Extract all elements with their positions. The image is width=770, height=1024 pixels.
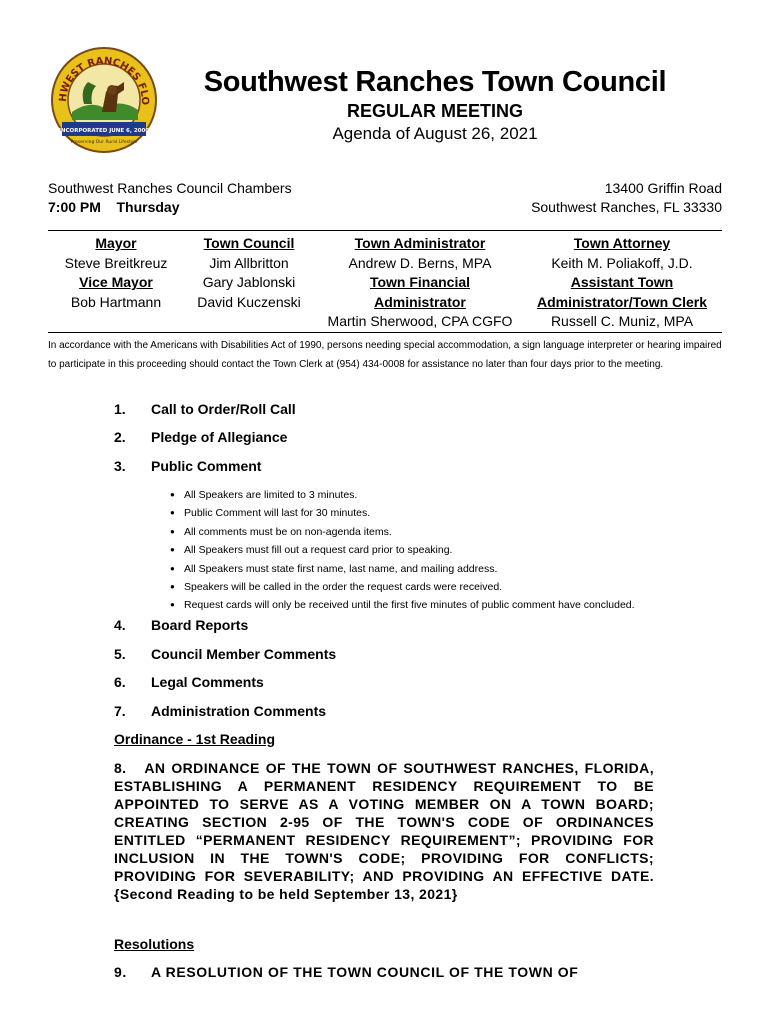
meeting-time: 7:00 PM	[48, 199, 101, 215]
council-member: David Kuczenski	[197, 293, 301, 310]
agenda-date: Agenda of August 26, 2021	[332, 124, 538, 143]
item-number: 1.	[114, 401, 126, 417]
financial-name: Martin Sherwood, CPA CGFO	[327, 313, 513, 329]
ada-notice: In accordance with the Americans with Disabilities Act of 1990, persons needing special accommodation, a sign language interpreter or hearing impaired to participate in this proceeding should contact the Town Clerk at (954) 434-0008 for assistance no later than four days prior to the meeting.	[48, 340, 722, 370]
attorney-column	[522, 234, 722, 332]
item-number: 7.	[114, 703, 126, 719]
vice-mayor-name: Bob Hartmann	[70, 293, 162, 310]
council-column	[184, 234, 314, 312]
agenda-item	[114, 458, 261, 474]
svg-text:SOUTHWEST RANCHES FLORIDA: HWEST RANCHES FLO	[57, 55, 151, 106]
resolution-item	[114, 964, 654, 980]
ordinance-heading: Ordinance - 1st Reading	[114, 731, 276, 747]
list-item: ● All comments must be on non-agenda items.	[170, 523, 635, 541]
council-title: Town Council	[203, 235, 295, 251]
divider-bottom	[48, 332, 722, 333]
attorney-name: Keith M. Poliakoff, J.D.	[551, 254, 693, 271]
administrator-column	[318, 234, 522, 332]
item-label: Administration Comments	[151, 703, 327, 719]
assistant-title-2: Administrator/Town Clerk	[536, 293, 708, 310]
assistant-title-1: Assistant Town	[570, 274, 674, 290]
council-member: Gary Jablonski	[202, 274, 296, 290]
item-label: Pledge of Allegiance	[151, 429, 288, 445]
venue: Southwest Ranches Council Chambers	[48, 180, 292, 196]
mayor-title: Mayor	[95, 235, 137, 251]
ordinance-text: AN ORDINANCE OF THE TOWN OF SOUTHWEST RANCHES, FLORIDA, ESTABLISHING A PERMANENT RESIDENCY REQUIREMENT TO BE APPOINTED TO SERVE AS A VOTING MEMBER ON A TOWN BOARD; CREATING SECTION 2-95 OF THE TOWN'S CODE OF ORDINANCES ENTITLED “PERMANENT RESIDENCY REQUIREMENT”; PROVIDING FOR INCLUSION IN THE TOWN'S CODE; PROVIDING FOR CONFLICTS; PROVIDING FOR SEVERABILITY; AND PROVIDING AN EFFECTIVE DATE. {Second Reading to be held September 13, 2021}	[114, 760, 654, 902]
meeting-location	[48, 179, 292, 217]
item-number: 8.	[114, 760, 127, 776]
mayor-name: Steve Breitkreuz	[64, 254, 168, 271]
list-item: ● Speakers will be called in the order the request cards were received.	[170, 578, 635, 596]
item-label: Legal Comments	[151, 674, 264, 690]
list-item: ● Public Comment will last for 30 minutes.	[170, 504, 635, 522]
agenda-item	[114, 401, 296, 417]
list-item: ● All Speakers are limited to 3 minutes.	[170, 486, 635, 504]
list-item: ● All Speakers must state first name, last name, and mailing address.	[170, 560, 635, 578]
item-label: Call to Order/Roll Call	[151, 401, 296, 417]
attorney-title: Town Attorney	[573, 235, 671, 251]
svg-text:Preserving Our Rural Lifestyle: Preserving Our Rural Lifestyle	[70, 140, 138, 145]
item-number: 5.	[114, 646, 126, 662]
address-line-2: Southwest Ranches, FL 33330	[531, 199, 722, 215]
list-item: ● All Speakers must fill out a request card prior to speaking.	[170, 541, 635, 559]
svg-text:INCORPORATED JUNE 6, 2000: INCORPORATED JUNE 6, 2000	[58, 128, 150, 134]
agenda-item	[114, 674, 264, 690]
ordinance-item	[114, 759, 654, 903]
resolution-text: A RESOLUTION OF THE TOWN COUNCIL OF THE TOWN OF	[151, 964, 579, 980]
financial-title-1: Town Financial	[369, 274, 471, 290]
council-member: Jim Allbritton	[209, 254, 289, 271]
list-item: ● Request cards will only be received until the first five minutes of public comment have concluded.	[170, 596, 635, 614]
mayor-column	[48, 234, 184, 312]
page-title: Southwest Ranches Town Council	[203, 66, 667, 98]
public-comment-rules	[170, 486, 635, 615]
address-line-1: 13400 Griffin Road	[604, 180, 722, 196]
town-seal-logo	[50, 46, 158, 154]
financial-title-2: Administrator	[374, 293, 466, 310]
meeting-type: REGULAR MEETING	[346, 101, 523, 121]
item-number: 3.	[114, 458, 126, 474]
administrator-name: Andrew D. Berns, MPA	[348, 254, 492, 271]
divider-top	[48, 230, 722, 231]
item-label: Council Member Comments	[151, 646, 337, 662]
meeting-day: Thursday	[116, 199, 180, 215]
item-label: Public Comment	[151, 458, 262, 474]
resolutions-heading: Resolutions	[114, 936, 195, 952]
administrator-title: Town Administrator	[354, 235, 486, 251]
item-number: 2.	[114, 429, 126, 445]
agenda-item	[114, 703, 326, 719]
agenda-item	[114, 646, 336, 662]
agenda-item	[114, 617, 248, 633]
item-number: 4.	[114, 617, 126, 633]
agenda-item	[114, 429, 287, 445]
vice-mayor-title: Vice Mayor	[79, 274, 153, 290]
item-label: Board Reports	[151, 617, 249, 633]
assistant-name: Russell C. Muniz, MPA	[550, 313, 694, 329]
item-number: 9.	[114, 964, 127, 980]
item-number: 6.	[114, 674, 126, 690]
meeting-address	[531, 179, 722, 217]
